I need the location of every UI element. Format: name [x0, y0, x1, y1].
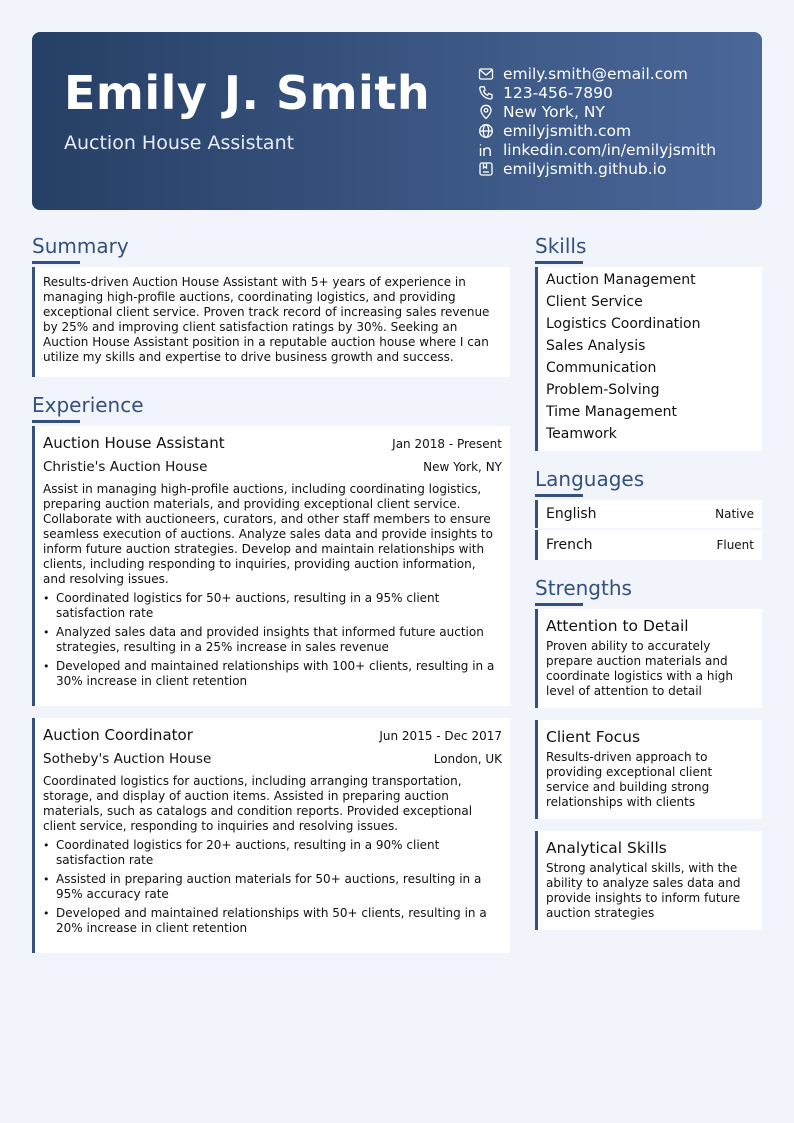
strength-title: Attention to Detail: [546, 617, 689, 635]
contact-list: [478, 64, 716, 178]
job-achievements: [35, 838, 510, 936]
contact-location-text: New York, NY: [503, 102, 605, 121]
skills-heading-text: Skills: [535, 234, 587, 258]
achievement-item: • Assisted in preparing auction materials for 50+ auctions, resulting in a 95% accuracy rate: [43, 872, 500, 902]
achievement-item: • Analyzed sales data and provided insights that informed future auction strategies, resulting in a 25% increase in sales revenue: [43, 625, 500, 655]
contact-email-text: emily.smith@email.com: [503, 64, 688, 83]
heading-underline: [535, 603, 583, 606]
location-icon: [478, 104, 494, 120]
skills-card: [535, 267, 762, 451]
language-card-french: [535, 530, 762, 560]
experience-heading: [32, 393, 144, 417]
contact-github[interactable]: [478, 159, 716, 178]
language-name: French: [546, 537, 593, 553]
experience-heading-text: Experience: [32, 393, 144, 417]
language-level: Native: [715, 507, 754, 521]
contact-website[interactable]: [478, 121, 716, 140]
heading-underline: [535, 261, 583, 264]
strength-description: Strong analytical skills, with the ability to analyze sales data and provide insights to inform future auction strategies: [546, 861, 741, 920]
heading-underline: [535, 494, 583, 497]
achievement-item: • Developed and maintained relationships with 100+ clients, resulting in a 30% increase in client retention: [43, 659, 500, 689]
achievement-item: • Developed and maintained relationships with 50+ clients, resulting in a 20% increase in client retention: [43, 906, 500, 936]
github-icon: [478, 161, 494, 177]
strength-title: Client Focus: [546, 728, 641, 746]
job-description: Assist in managing high-profile auctions, including coordinating logistics, preparing auction materials, and providing exceptional client service. Collaborate with auctioneers, curators, and other staff members to ensure seamless execution of auctions. Analyze sales data and provide insights to inform future auction strategies. Develop and maintain relationships with clients, including responding to inquiries, providing auction information, and resolving issues.: [43, 482, 493, 586]
language-level: Fluent: [716, 538, 754, 552]
phone-icon: [478, 85, 494, 101]
contact-phone[interactable]: [478, 83, 716, 102]
skills-heading: [535, 234, 586, 258]
strength-description: Proven ability to accurately prepare auction materials and coordinate logistics with a high level of attention to detail: [546, 639, 734, 698]
job-company: Christie's Auction House: [43, 459, 208, 475]
strengths-heading: [535, 576, 632, 600]
job-dates: Jan 2018 - Present: [392, 437, 502, 451]
contact-github-text: emilyjsmith.github.io: [503, 159, 667, 178]
globe-icon: [478, 123, 494, 139]
heading-underline: [32, 261, 80, 264]
job-role: Auction House Assistant: [43, 434, 225, 452]
strength-card: [535, 720, 762, 819]
skill-item: Sales Analysis: [546, 338, 646, 354]
strengths-heading-text: Strengths: [535, 576, 632, 600]
experience-card-2: [32, 718, 510, 953]
language-name: English: [546, 506, 597, 522]
candidate-title: Auction House Assistant: [64, 132, 295, 154]
skill-item: Communication: [546, 360, 657, 376]
summary-heading: [32, 234, 129, 258]
achievement-item: • Coordinated logistics for 50+ auctions, resulting in a 95% client satisfaction rate: [43, 591, 500, 621]
skill-item: Teamwork: [546, 426, 617, 442]
skill-item: Logistics Coordination: [546, 316, 701, 332]
contact-location: [478, 102, 716, 121]
language-card-english: [535, 500, 762, 528]
summary-heading-text: Summary: [32, 234, 129, 258]
achievement-item: • Coordinated logistics for 20+ auctions, resulting in a 90% client satisfaction rate: [43, 838, 500, 868]
candidate-name: Emily J. Smith: [64, 66, 431, 120]
heading-underline: [32, 420, 80, 423]
linkedin-icon: [478, 142, 494, 158]
job-description: Coordinated logistics for auctions, including arranging transportation, storage, and display of auction items. Assisted in preparing auction materials, such as catalogs and condition reports. Provided exceptional client service, responding to inquiries and resolving issues.: [43, 774, 473, 833]
languages-heading: [535, 467, 644, 491]
resume-header: [32, 32, 762, 210]
strength-card: [535, 831, 762, 930]
strength-card: [535, 609, 762, 708]
job-location: London, UK: [433, 752, 502, 766]
languages-heading-text: Languages: [535, 467, 645, 491]
summary-card: [32, 267, 510, 377]
contact-linkedin[interactable]: [478, 140, 716, 159]
job-location: New York, NY: [423, 460, 502, 474]
strength-description: Results-driven approach to providing exceptional client service and building strong relationships with clients: [546, 750, 713, 809]
skill-item: Time Management: [546, 404, 677, 420]
job-company: Sotheby's Auction House: [43, 751, 212, 767]
job-role: Auction Coordinator: [43, 726, 193, 744]
skill-item: Problem-Solving: [546, 382, 660, 398]
strength-title: Analytical Skills: [546, 839, 667, 857]
contact-email[interactable]: [478, 64, 716, 83]
contact-linkedin-text: linkedin.com/in/emilyjsmith: [503, 140, 717, 159]
job-achievements: [35, 591, 510, 689]
contact-phone-text: 123-456-7890: [503, 83, 613, 102]
email-icon: [478, 66, 494, 82]
skill-item: Client Service: [546, 294, 643, 310]
skill-item: Auction Management: [546, 272, 696, 288]
job-dates: Jun 2015 - Dec 2017: [379, 729, 502, 743]
contact-website-text: emilyjsmith.com: [503, 121, 632, 140]
summary-text: Results-driven Auction House Assistant with 5+ years of experience in managing high-profile auctions, coordinating logistics, and providing exceptional client service. Proven track record of increasing sales revenue by 25% and improving client satisfaction ratings by 30%. Seeking an Auction House Assistant position in a reputable auction house where I can utilize my skills and expertise to drive business growth and success.: [43, 275, 490, 364]
experience-card-1: [32, 426, 510, 706]
